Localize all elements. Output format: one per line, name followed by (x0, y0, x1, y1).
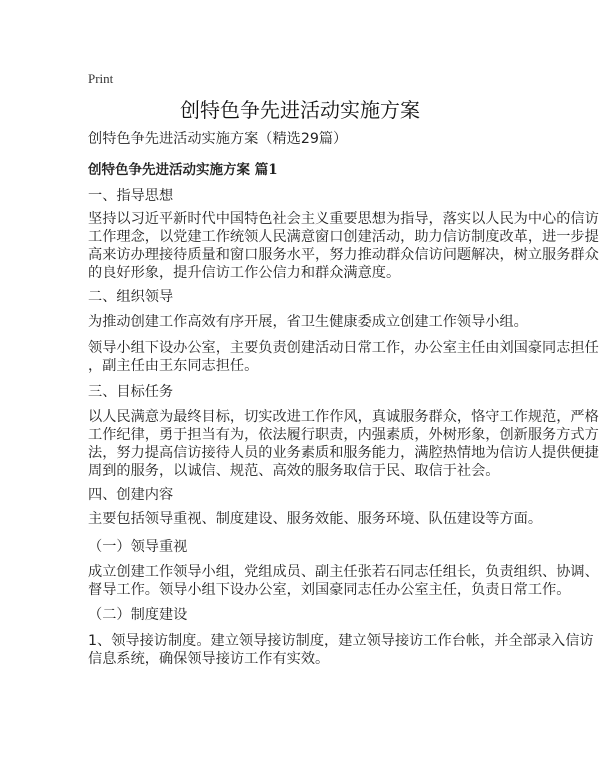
text-line: 为推动创建工作高效有序开展，省卫生健康委成立创建工作领导小组。 (88, 314, 528, 330)
text-line: 的良好形象，提升信访工作公信力和群众满意度。 (88, 265, 401, 281)
text-line: 坚持以习近平新时代中国特色社会主义重要思想为指导，落实以人民为中心的信访 (88, 211, 599, 227)
heading-system: （二）制度建设 (88, 607, 188, 623)
text-line: 督导工作。领导小组下设办公室，刘国豪同志任办公室主任，负责日常工作。 (88, 582, 571, 598)
paragraph (88, 510, 543, 528)
text-line: 法，努力提高信访接待人员的业务素质和服务能力，满腔热情地为信访人提供便捷 (88, 445, 599, 461)
page-title: 创特色争先进活动实施方案 (180, 98, 420, 122)
text-line: 高来访办理接待质量和窗口服务水平，努力推动群众信访问题解决，树立服务群众 (88, 247, 599, 263)
paragraph (88, 563, 599, 599)
paragraph (88, 408, 599, 480)
text-line: ，副主任由王东同志担任。 (88, 358, 259, 374)
text-line: 主要包括领导重视、制度建设、服务效能、服务环境、队伍建设等方面。 (88, 511, 543, 527)
text-line: 信息系统，确保领导接访工作有实效。 (88, 651, 330, 667)
heading-guiding-thought: 一、指导思想 (88, 188, 174, 204)
text-line: 以人民满意为最终目标，切实改进工作作风，真诚服务群众，恪守工作规范，严格 (88, 409, 599, 425)
text-line: 工作纪律，勇于担当有为，依法履行职责，内强素质，外树形象，创新服务方式方 (88, 427, 599, 443)
text-line: 1、领导接访制度。建立领导接访制度，建立领导接访工作台帐，并全部录入信访 (88, 633, 594, 649)
text-line: 周到的服务，以诚信、规范、高效的服务取信于民、取信于社会。 (88, 463, 500, 479)
heading-goals: 三、目标任务 (88, 384, 174, 400)
text-line: 工作理念，以党建工作统领人民满意窗口创建活动，助力信访制度改革，进一步提 (88, 229, 599, 245)
paragraph (88, 632, 594, 668)
paragraph (88, 313, 528, 331)
heading-content: 四、创建内容 (88, 487, 174, 503)
text-line: 领导小组下设办公室，主要负责创建活动日常工作，办公室主任由刘国豪同志担任 (88, 340, 599, 356)
subtitle: 创特色争先进活动实施方案（精选29篇） (88, 131, 348, 147)
heading-leadership: （一）领导重视 (88, 539, 188, 555)
paragraph (88, 210, 599, 282)
section-heading: 创特色争先进活动实施方案 篇1 (88, 162, 278, 178)
print-link[interactable]: Print (88, 71, 114, 86)
paragraph (88, 339, 599, 375)
text-line: 成立创建工作领导小组，党组成员、副主任张若石同志任组长，负责组织、协调、 (88, 564, 599, 580)
heading-organization: 二、组织领导 (88, 289, 174, 305)
